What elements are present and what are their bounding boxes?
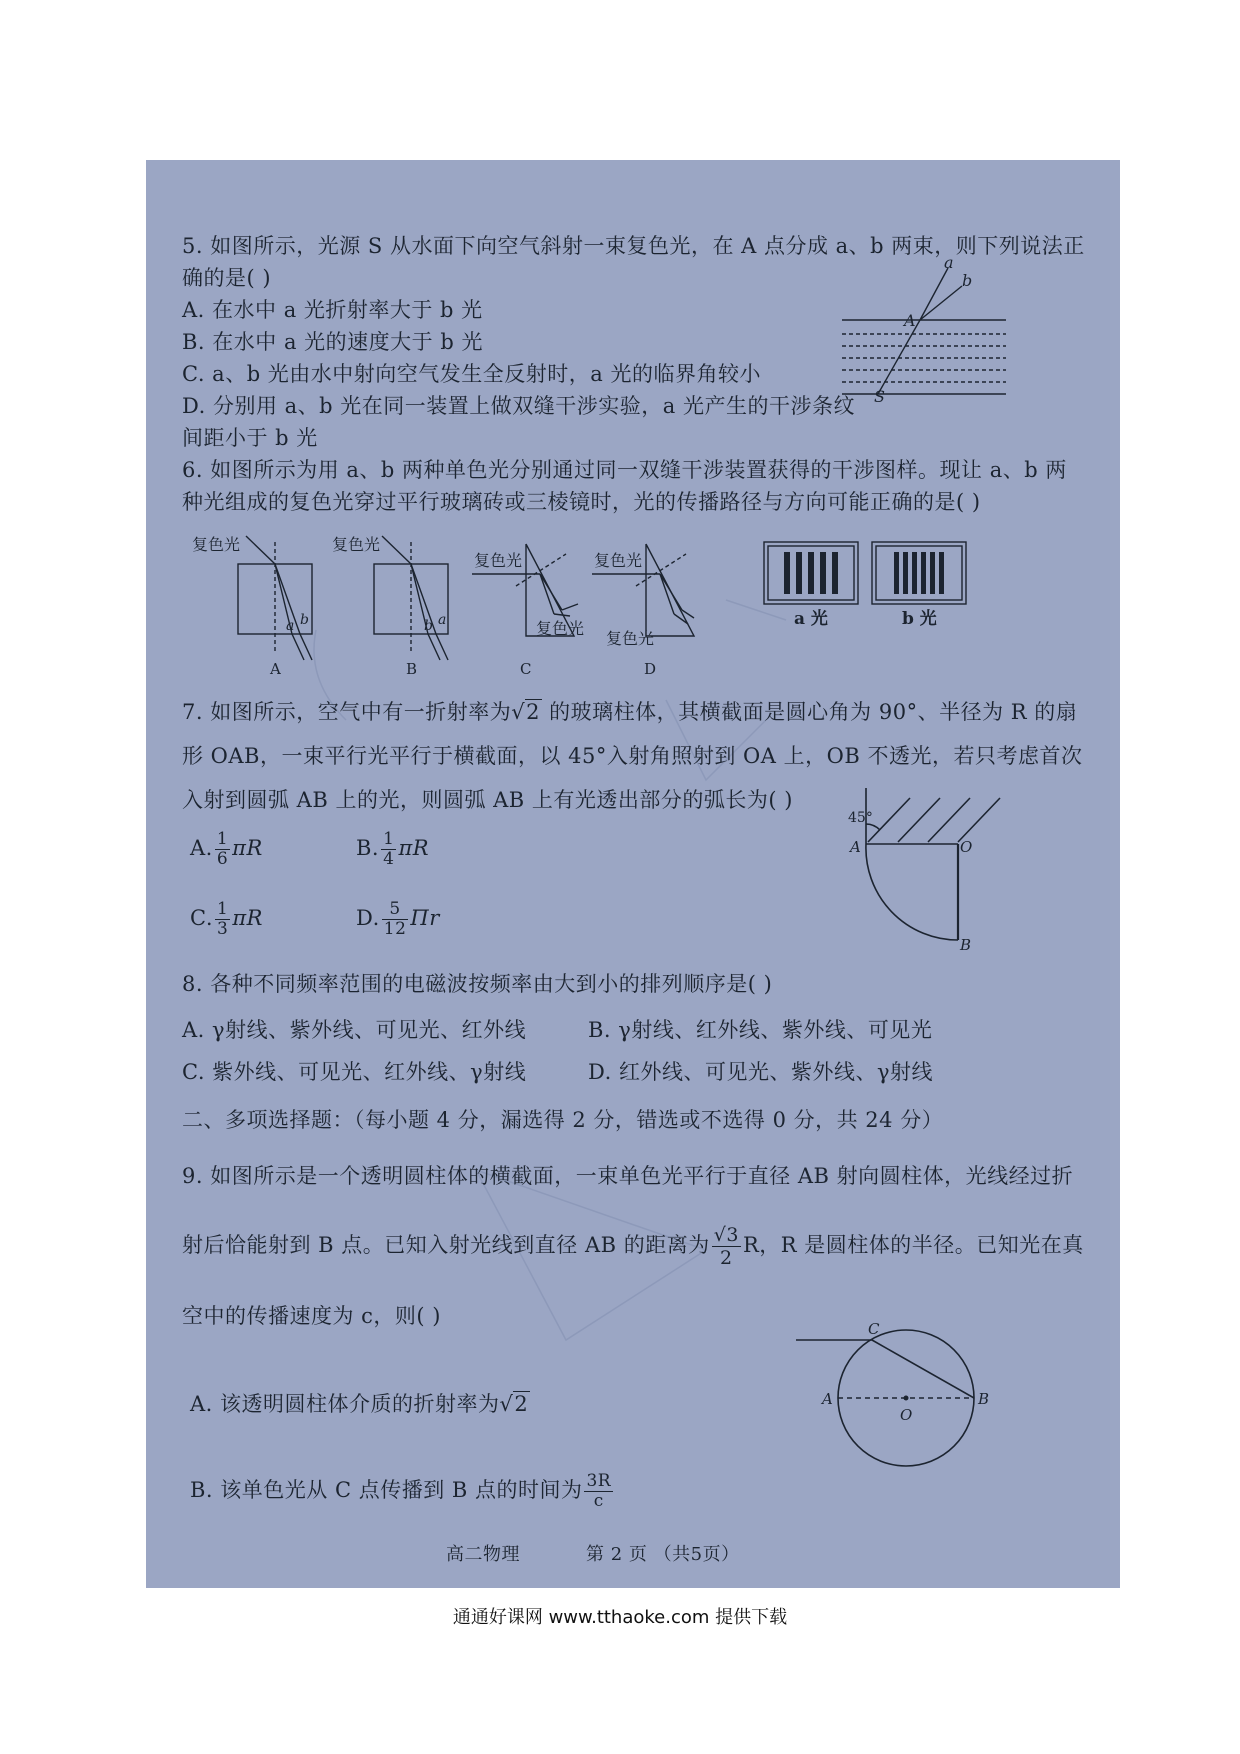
q9-label-b: B <box>978 1390 990 1408</box>
q5-label-point-a: A <box>904 311 916 330</box>
q5-option-c: C. a、b 光由水中射向空气发生全反射时，a 光的临界角较小 <box>182 362 762 386</box>
q7-option-d: D. $\frac{5}{12}$ Πr <box>356 899 440 939</box>
q8-stem: 8. 各种不同频率范围的电磁波按频率由大到小的排列顺序是( ) <box>182 972 773 996</box>
q6-stem-line2: 种光组成的复色光穿过平行玻璃砖或三棱镜时，光的传播路径与方向可能正确的是( ) <box>182 490 981 514</box>
q6-label-complex-light-b: 复色光 <box>332 535 381 554</box>
q5-water-refraction-figure <box>836 253 1016 424</box>
q5-option-b: B. 在水中 a 光的速度大于 b 光 <box>182 330 483 354</box>
q7-stem-post: 的玻璃柱体，其横截面是圆心角为 90°、半径为 R 的扇 <box>549 700 1078 724</box>
q6-a-label-b: b <box>300 612 309 628</box>
q6-b-label-b: b <box>424 618 433 634</box>
page-footer-subject: 高二物理 <box>446 1544 520 1565</box>
q6-b-label-a: a <box>438 612 447 628</box>
q8-option-a: A. γ射线、紫外线、可见光、红外线 <box>182 1018 527 1042</box>
q6-label-complex-light-c-out: 复色光 <box>536 619 585 638</box>
q7-label-o: O <box>960 838 973 856</box>
q9-label-a: A <box>822 1390 833 1408</box>
q7-label-b: B <box>960 936 972 954</box>
q6-stem-line1: 6. 如图所示为用 a、b 两种单色光分别通过同一双缝干涉装置获得的干涉图样。现让 a、b 两 <box>182 458 1067 482</box>
q6-label-complex-light-c: 复色光 <box>474 551 523 570</box>
q9-cylinder-figure <box>786 1322 1006 1472</box>
q6-a-label-a: a <box>286 618 295 634</box>
q6-label-complex-light-d-out: 复色光 <box>606 629 655 648</box>
page-footer-page-number: 第 2 页 （共5页） <box>586 1544 740 1565</box>
q7-sqrt-value: 2 <box>526 700 540 724</box>
q6-label-complex-light-d: 复色光 <box>594 551 643 570</box>
q9-stem-line3: 空中的传播速度为 c，则( ) <box>182 1304 441 1328</box>
q5-stem-line1: 5. 如图所示，光源 S 从水面下向空气斜射一束复色光，在 A 点分成 a、b 两束，则下列说法正 <box>182 234 1085 258</box>
q6-options-figure <box>186 526 986 676</box>
q9-label-o: O <box>900 1406 913 1424</box>
q9-stem-line1: 9. 如图所示是一个透明圆柱体的横截面，一束单色光平行于直径 AB 射向圆柱体，光线经过折 <box>182 1164 1074 1188</box>
q7-option-c: C. $\frac{1}{3}$ πR <box>190 899 263 939</box>
q7-angle-label: 45° <box>848 810 873 826</box>
q5-option-d-line1: D. 分别用 a、b 光在同一装置上做双缝干涉实验，a 光产生的干涉条纹 <box>182 394 855 418</box>
q8-option-c: C. 紫外线、可见光、红外线、γ射线 <box>182 1060 527 1084</box>
q7-stem-pre: 7. 如图所示，空气中有一折射率为 <box>182 700 512 724</box>
q9-option-b: B. 该单色光从 C 点传播到 B 点的时间为 $\frac{3R}{c}$ <box>190 1471 612 1511</box>
q7-option-a: A. $\frac{1}{6}$ πR <box>190 829 263 869</box>
q8-option-d: D. 红外线、可见光、紫外线、γ射线 <box>588 1060 933 1084</box>
q7-stem-line1: 7. 如图所示，空气中有一折射率为√2 的玻璃柱体，其横截面是圆心角为 90°、半径为 R 的扇 <box>182 700 1078 724</box>
q7-stem-line3: 入射到圆弧 AB 上的光，则圆弧 AB 上有光透出部分的弧长为( ) <box>182 788 793 812</box>
q9-label-c: C <box>868 1320 880 1338</box>
q9-stem-line2: 射后恰能射到 B 点。已知入射光线到直径 AB 的距离为 $\frac{√3}{2}$ R，R 是圆柱体的半径。已知光在真 <box>182 1224 1084 1269</box>
q6-option-label-d: D <box>644 660 657 678</box>
q5-stem-line2: 确的是( ) <box>182 266 272 290</box>
q6-option-label-b: B <box>406 660 418 678</box>
q6-pattern-label-a: a 光 <box>794 609 828 629</box>
q5-label-a: a <box>944 253 954 272</box>
q7-label-a: A <box>850 838 861 856</box>
q5-label-b: b <box>962 271 973 290</box>
q5-option-a: A. 在水中 a 光折射率大于 b 光 <box>182 298 483 322</box>
q7-stem-line2: 形 OAB，一束平行光平行于横截面，以 45°入射角照射到 OA 上，OB 不透光，若只考虑首次 <box>182 744 1083 768</box>
q5-label-source-s: S <box>874 387 885 406</box>
q6-label-complex-light-a: 复色光 <box>192 535 241 554</box>
q5-option-d-line2: 间距小于 b 光 <box>182 426 318 450</box>
q6-option-label-a: A <box>270 660 281 678</box>
site-download-footer: 通通好课网 www.tthaoke.com 提供下载 <box>452 1607 788 1628</box>
scanned-page-photo <box>146 160 1120 1588</box>
section-2-heading: 二、多项选择题：（每小题 4 分，漏选得 2 分，错选或不选得 0 分，共 24 分） <box>182 1108 944 1132</box>
q9-option-a: A. 该透明圆柱体介质的折射率为√2 <box>190 1392 529 1416</box>
q6-pattern-label-b: b 光 <box>902 609 937 629</box>
q9-center-dot <box>904 1396 909 1401</box>
q8-option-b: B. γ射线、红外线、紫外线、可见光 <box>588 1018 933 1042</box>
q6-option-label-c: C <box>520 660 532 678</box>
q7-option-b: B. $\frac{1}{4}$ πR <box>356 829 430 869</box>
q7-sector-figure <box>846 780 1006 954</box>
